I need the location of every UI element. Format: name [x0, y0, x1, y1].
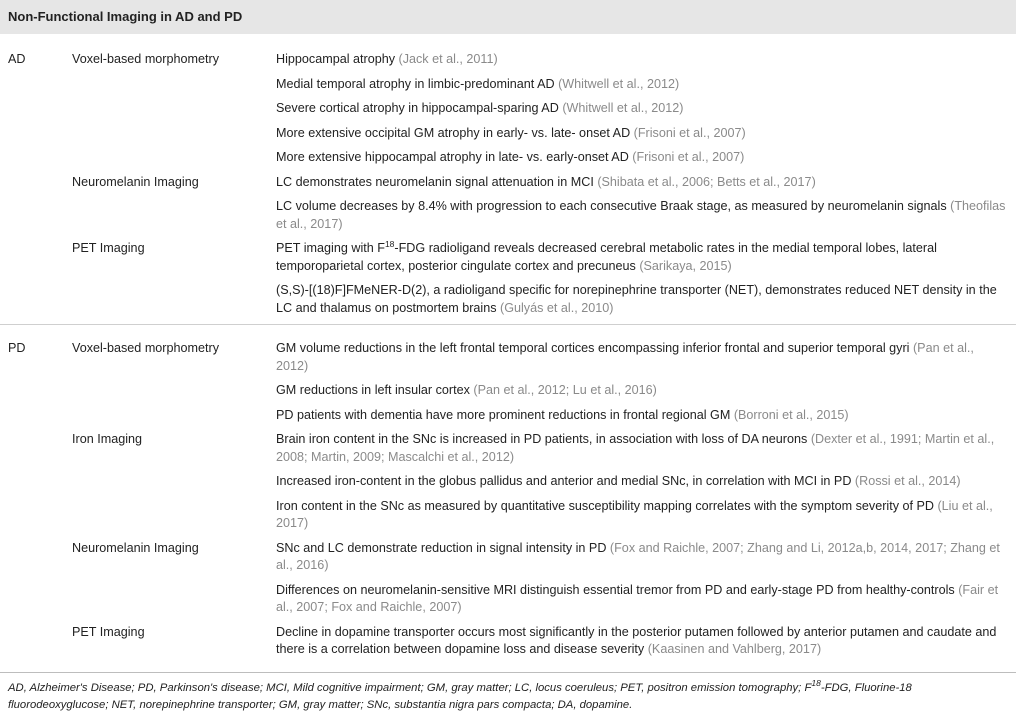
finding-text: Brain iron content in the SNc is increased in PD patients, in association with loss of DA neurons	[276, 432, 811, 446]
group-table-ad	[0, 34, 1016, 324]
citation-link[interactable]: (Jack et al., 2011)	[398, 52, 498, 66]
footnote-text-post: -FDG, Fluorine-18 fluorodeoxyglucose; NET, norepinephrine transporter; GM, gray matter; SNc, substantia nigra pars compacta; DA, dopamine.	[8, 681, 912, 711]
findings-cell	[276, 624, 1016, 666]
table-title: Non-Functional Imaging in AD and PD	[0, 0, 1016, 34]
table-body	[0, 34, 1016, 672]
finding-item	[276, 282, 1008, 317]
citation-link[interactable]: (Borroni et al., 2015)	[733, 407, 849, 422]
finding-text: LC demonstrates neuromelanin signal attenuation in MCI	[276, 174, 598, 189]
citation-link[interactable]: (Theofilas et al., 2017)	[276, 199, 1006, 231]
disease-cell	[0, 240, 72, 324]
citation-link[interactable]: (Whitwell et al., 2012)	[558, 76, 680, 91]
findings-cell	[276, 240, 1016, 324]
disease-cell: AD	[8, 52, 26, 66]
finding-text: More extensive hippocampal atrophy in late- vs. early-onset AD	[276, 150, 633, 164]
citation-link[interactable]: (Frisoni et al., 2007)	[633, 125, 746, 140]
finding-text: Decline in dopamine transporter occurs most significantly in the posterior putamen followed by anterior putamen and caudate and there is a correlation between dopamine loss and disease severity	[276, 624, 997, 656]
finding-text: Differences on neuromelanin-sensitive MRI distinguish essential tremor from PD and early-stage PD from healthy-controls	[276, 582, 959, 597]
finding-text-pre: PET imaging with F	[276, 241, 385, 255]
finding-item	[276, 51, 1008, 69]
table-row	[0, 34, 1016, 174]
table-row	[0, 325, 1016, 431]
method-cell: Voxel-based morphometry	[72, 341, 219, 355]
footnote-text-pre: AD, Alzheimer's Disease; PD, Parkinson's disease; MCI, Mild cognitive impairment; GM, gray matter; LC, locus coeruleus; PET, positron emission tomography; F	[8, 681, 812, 694]
citation-link[interactable]: (Gulyás et al., 2010)	[500, 300, 614, 315]
finding-text: More extensive occipital GM atrophy in early- vs. late- onset AD	[276, 125, 634, 140]
citation-link[interactable]: (Dexter et al., 1991; Martin et al., 2008; Martin, 2009; Mascalchi et al., 2012)	[276, 432, 995, 464]
finding-item	[276, 125, 1008, 143]
finding-text: SNc and LC demonstrate reduction in signal intensity in PD	[276, 540, 610, 555]
finding-text: Iron content in the SNc as measured by quantitative susceptibility mapping correlates with the symptom severity of PD	[276, 498, 938, 513]
finding-text: Hippocampal atrophy	[276, 52, 399, 66]
citation-link[interactable]: (Whitwell et al., 2012)	[562, 101, 684, 115]
table-row	[0, 240, 1016, 324]
citation-link[interactable]: (Rossi et al., 2014)	[854, 474, 961, 488]
finding-item	[276, 473, 1008, 491]
citation-link[interactable]: (Frisoni et al., 2007)	[632, 150, 745, 164]
finding-item	[276, 76, 1008, 94]
finding-superscript: 18	[384, 239, 395, 249]
finding-item	[276, 498, 1008, 533]
table-row	[0, 624, 1016, 666]
citation-link[interactable]: (Liu et al., 2017)	[276, 498, 993, 530]
table-row	[0, 431, 1016, 540]
finding-text: Medial temporal atrophy in limbic-predominant AD	[276, 76, 559, 91]
citation-link[interactable]: (Fair et al., 2007; Fox and Raichle, 2007)	[276, 582, 999, 614]
findings-cell	[276, 431, 1016, 540]
disease-cell	[0, 431, 72, 540]
method-cell: Neuromelanin Imaging	[72, 174, 199, 189]
method-cell: Voxel-based morphometry	[72, 52, 219, 66]
finding-text: PD patients with dementia have more prominent reductions in frontal regional GM	[276, 407, 734, 422]
table-row	[0, 174, 1016, 241]
finding-item	[276, 540, 1008, 575]
finding-item	[276, 174, 1008, 192]
finding-text: (S,S)-[(18)F]FMeNER-D(2), a radioligand specific for norepinephrine transporter (NET), demonstrates reduced NET density in the LC and thalamus on postmortem brains	[276, 283, 997, 315]
finding-item	[276, 149, 1008, 167]
finding-item	[276, 624, 1008, 659]
finding-item	[276, 100, 1008, 118]
disease-cell: PD	[8, 341, 26, 355]
citation-link[interactable]: (Kaasinen and Vahlberg, 2017)	[647, 642, 822, 656]
finding-text: GM volume reductions in the left frontal temporal cortices encompassing inferior frontal and superior temporal gyri	[276, 341, 913, 355]
table-row	[0, 540, 1016, 624]
table-bottom-rule	[0, 672, 1016, 673]
footnote-superscript: 18	[811, 677, 821, 688]
citation-link[interactable]: (Pan et al., 2012; Lu et al., 2016)	[473, 383, 657, 397]
citation-link[interactable]: (Fox and Raichle, 2007; Zhang and Li, 2012a,b, 2014, 2017; Zhang et al., 2016)	[276, 540, 1000, 572]
method-cell: PET Imaging	[72, 241, 145, 255]
finding-item	[276, 240, 1008, 275]
findings-cell	[276, 540, 1016, 624]
method-cell: Iron Imaging	[72, 432, 143, 446]
table-footnote	[0, 677, 1016, 714]
citation-link[interactable]: (Sarikaya, 2015)	[639, 258, 732, 273]
citation-link[interactable]: (Shibata et al., 2006; Betts et al., 2017)	[597, 174, 816, 189]
finding-text: Severe cortical atrophy in hippocampal-sparing AD	[276, 101, 563, 115]
method-cell: PET Imaging	[72, 624, 145, 639]
disease-cell	[0, 540, 72, 624]
finding-item	[276, 431, 1008, 466]
method-cell: Neuromelanin Imaging	[72, 540, 199, 555]
disease-cell	[0, 174, 72, 241]
findings-cell	[276, 34, 1016, 174]
findings-cell	[276, 174, 1016, 241]
disease-cell	[0, 624, 72, 666]
finding-text: -FDG radioligand reveals decreased cerebral metabolic rates in the medial temporal lobes, lateral temporoparietal cortex, posterior cingulate cortex and precuneus	[276, 241, 937, 273]
finding-text: GM reductions in left insular cortex	[276, 383, 474, 397]
findings-cell	[276, 325, 1016, 431]
finding-text: LC volume decreases by 8.4% with progression to each consecutive Braak stage, as measured by neuromelanin signals	[276, 199, 951, 213]
finding-text: Increased iron-content in the globus pallidus and anterior and medial SNc, in correlation with MCI in PD	[276, 474, 855, 488]
finding-item	[276, 198, 1008, 233]
finding-item	[276, 382, 1008, 400]
finding-item	[276, 582, 1008, 617]
citation-link[interactable]: (Pan et al., 2012)	[276, 341, 974, 373]
finding-item	[276, 340, 1008, 375]
finding-item	[276, 407, 1008, 425]
group-table-pd	[0, 325, 1016, 666]
